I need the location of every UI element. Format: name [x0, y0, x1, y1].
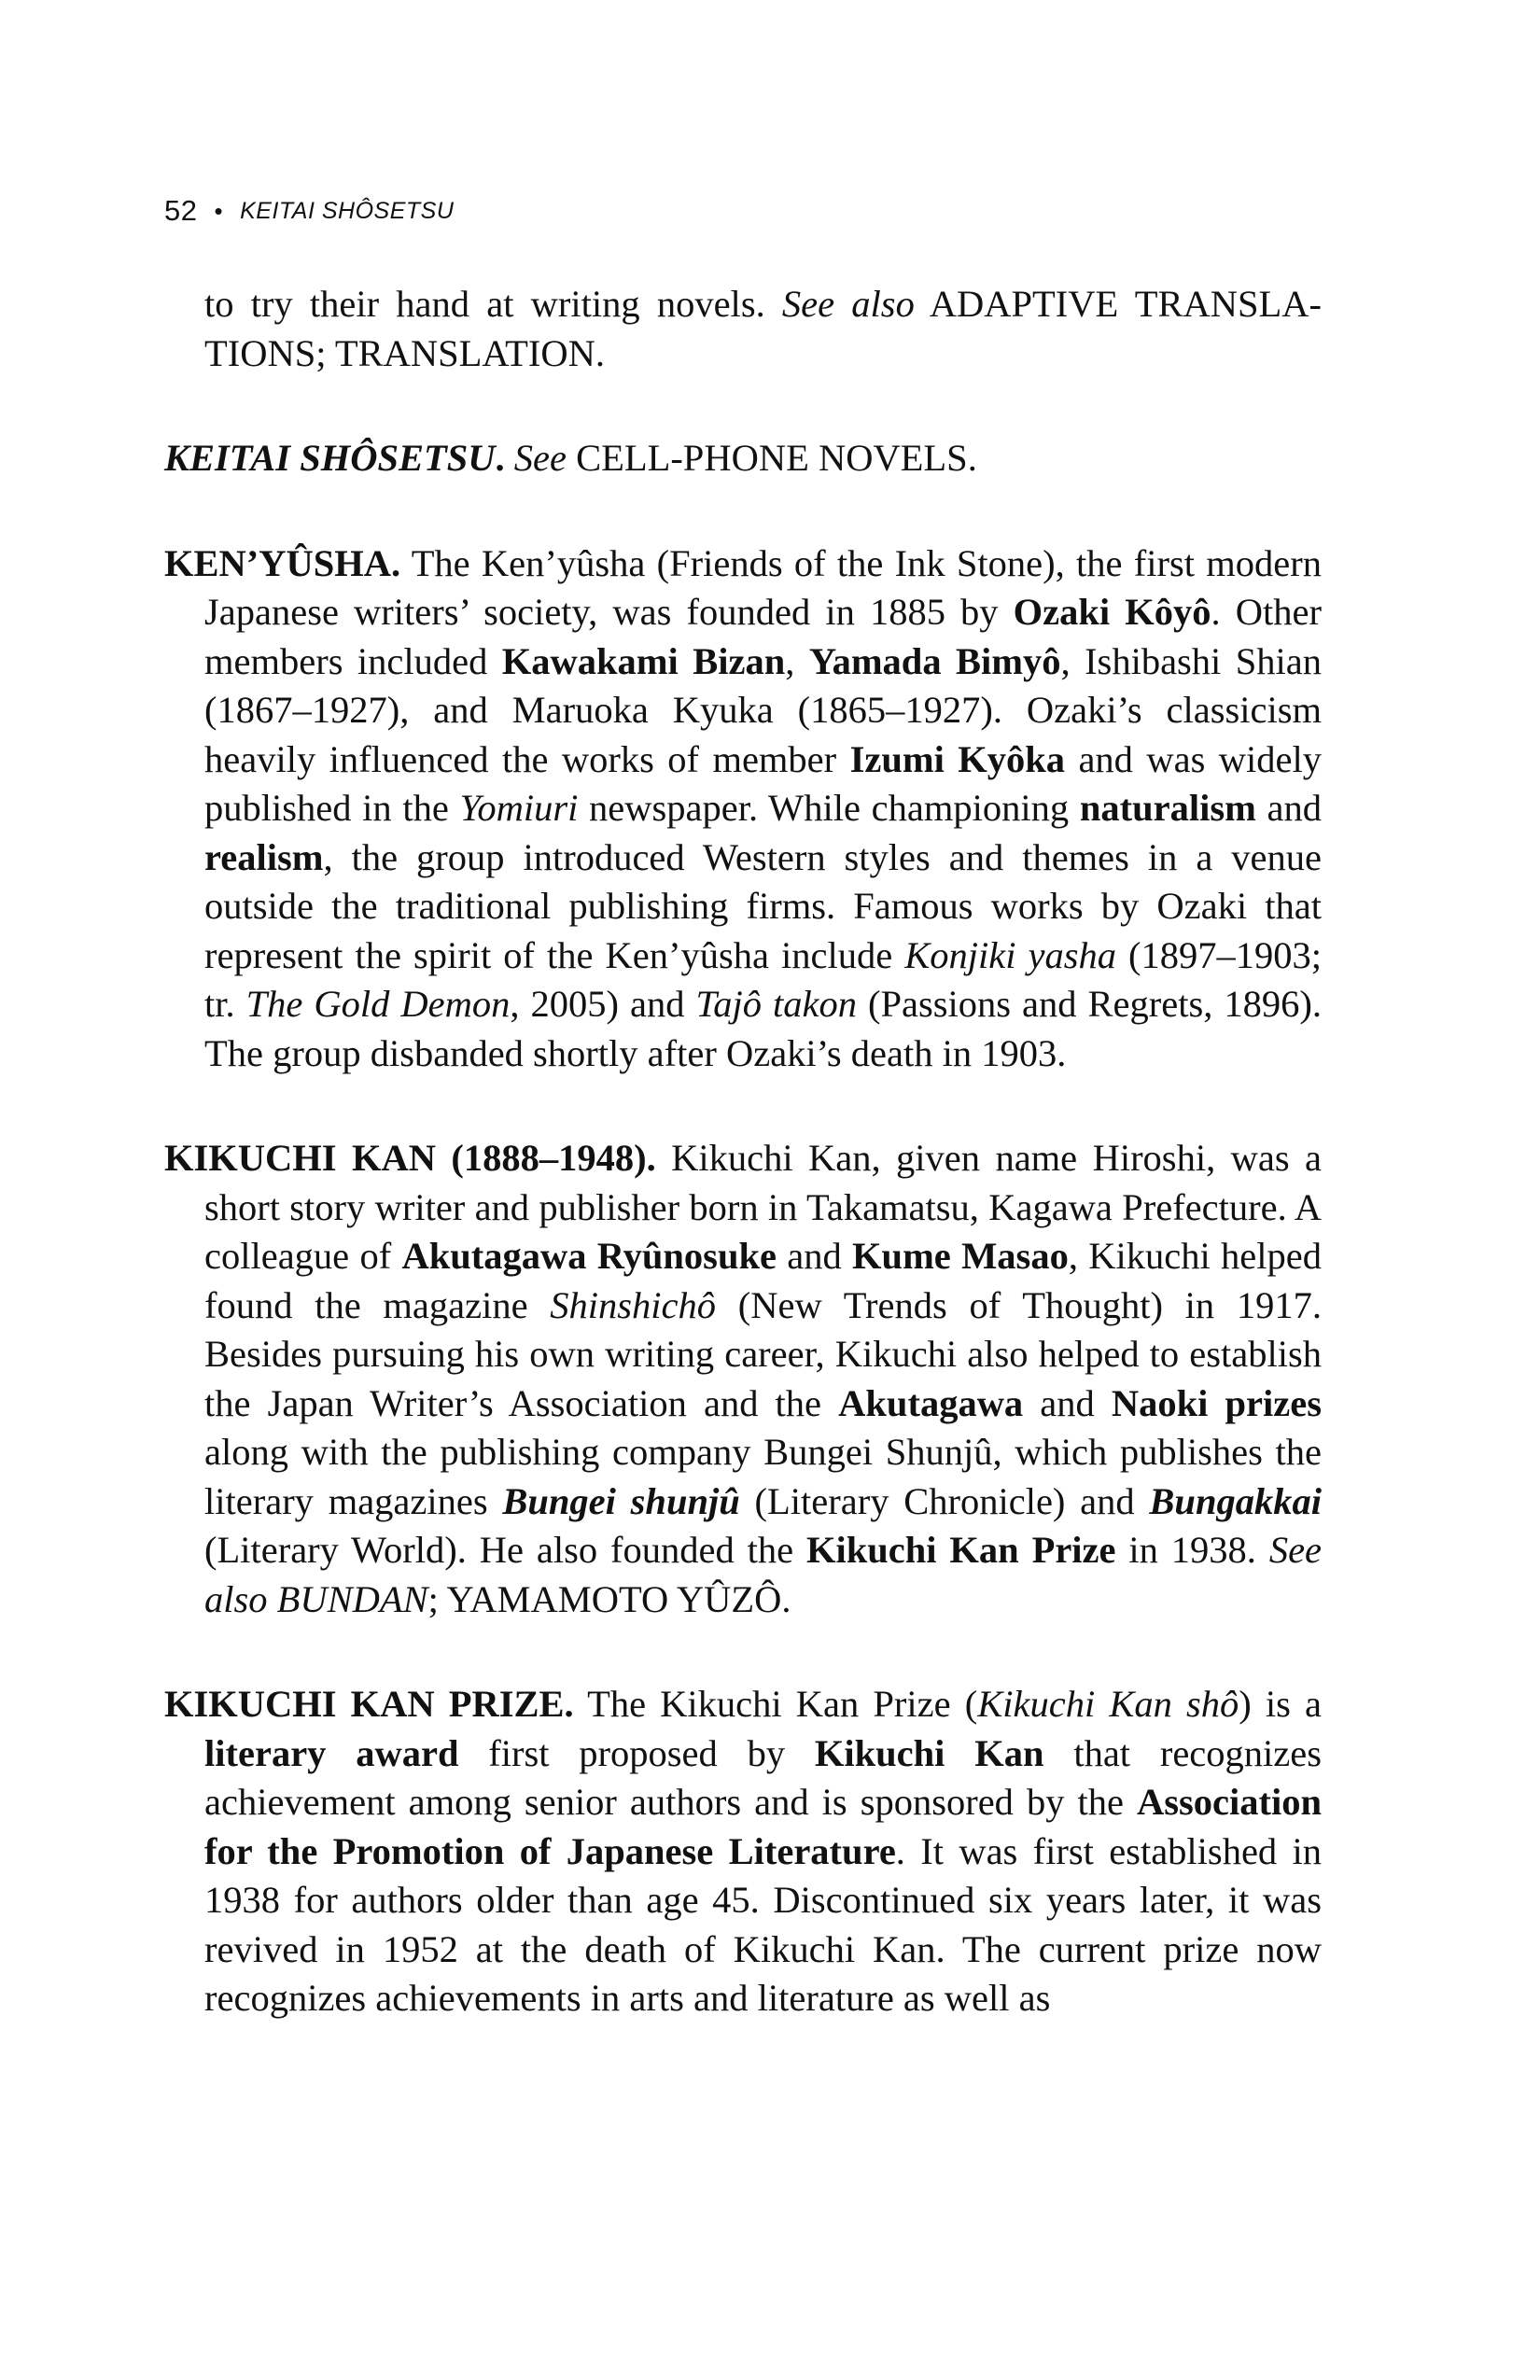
cross-reference: Association for the Promotion of Japanese Literature	[204, 1781, 1322, 1872]
see-also-label: See also	[781, 283, 915, 325]
entry-headword: KEITAI SHÔSETSU	[164, 437, 496, 479]
page-body	[164, 280, 1322, 2023]
entry-kikuchi-kan-prize: KIKUCHI KAN PRIZE. The Kikuchi Kan Prize (Kikuchi Kan shô) is a literary award first proposed by Kikuchi Kan that recognizes achievement among senior authors and is sponsored by the Association for the Promotion of Japanese Literature. It was first established in 1938 for authors older than age 45. Discontinued six years later, it was revived in 1952 at the death of Kikuchi Kan. The current prize now recognizes achievements in arts and literature as well as	[164, 1683, 1323, 2019]
cross-reference: Kikuchi Kan	[814, 1731, 1044, 1774]
work-title: Yomiuri	[459, 787, 579, 829]
cross-reference-work: Bungei shunjû	[502, 1479, 740, 1522]
work-title: Kikuchi Kan shô	[977, 1683, 1239, 1725]
cross-reference: literary award	[204, 1731, 459, 1774]
work-title: Konjiki yasha	[904, 933, 1116, 976]
entry-headword: KIKUCHI KAN (1888–1948).	[164, 1137, 656, 1179]
cross-reference: Yamada Bimyô	[808, 639, 1061, 682]
cross-reference: Kikuchi Kan Prize	[805, 1529, 1116, 1571]
see-label: See	[513, 437, 567, 479]
cross-reference: Kume Masao	[852, 1235, 1069, 1277]
work-title: The Gold Demon	[245, 983, 511, 1025]
entry-headword: KEN’YÛSHA.	[164, 541, 401, 584]
cross-reference-work: Bungakkai	[1149, 1479, 1322, 1522]
cross-reference: Kawakami Bizan	[501, 639, 786, 682]
work-title: Tajô takon	[695, 983, 858, 1025]
entry-kikuchi-kan: KIKUCHI KAN (1888–1948). Kikuchi Kan, given name Hiroshi, was a short story writer and publisher born in Takamatsu, Kagawa Prefecture. A colleague of Akutagawa Ryûnosuke and Kume Masao, Kikuchi helped found the magazine Shinshichô (New Trends of Thought) in 1917. Besides pursuing his own writing career, Kikuchi also helped to establish the Japan Writer’s Association and the Akutagawa and Naoki prizes along with the publishing company Bungei Shunjû, which publishes the literary magazines Bungei shunjû (Literary Chronicle) and Bungakkai (Literary World). He also founded the Kikuchi Kan Prize in 1938. See also BUNDAN; YAMAMOTO YÛZÔ.	[164, 1137, 1323, 1620]
entry-headword: KIKUCHI KAN PRIZE.	[164, 1683, 574, 1725]
cross-reference: Ozaki Kôyô	[1013, 591, 1211, 633]
entry-keitai-shosetsu: KEITAI SHÔSETSU. See CELL-PHONE NOVELS.	[164, 437, 977, 479]
cross-reference: Naoki prizes	[1111, 1381, 1322, 1424]
work-title: Shinshichô	[550, 1283, 717, 1326]
see-also-label: See also BUNDAN	[204, 1529, 1323, 1620]
running-title: KEITAI SHÔSETSU	[240, 197, 455, 224]
continuation-paragraph: to try their hand at writing novels. See also ADAPTIVE TRANSLATIONS; TRANSLATION.	[204, 283, 1322, 374]
cross-reference: Akutagawa	[838, 1381, 1024, 1424]
running-header	[164, 194, 454, 228]
cross-reference: Izumi Kyôka	[849, 737, 1066, 780]
cross-reference: Akutagawa Ryûnosuke	[401, 1235, 777, 1277]
bullet-separator: •	[214, 196, 224, 225]
page-number: 52	[164, 194, 198, 227]
cross-reference: naturalism	[1079, 787, 1256, 829]
cross-reference: realism	[204, 835, 324, 878]
entry-kenyusha: KEN’YÛSHA. The Ken’yûsha (Friends of the Ink Stone), the first modern Japanese writers’ society, was founded in 1885 by Ozaki Kôyô. Other members included Kawakami Bizan, Yamada Bimyô, Ishibashi Shian (1867–1927), and Maruoka Kyuka (1865–1927). Ozaki’s classicism heavily influenced the works of member Izumi Kyôka and was widely published in the Yomiuri newspaper. While championing naturalism and realism, the group introduced Western styles and themes in a venue outside the traditional publishing firms. Famous works by Ozaki that represent the spirit of the Ken’yûsha include Konjiki yasha (1897–1903; tr. The Gold Demon, 2005) and Tajô takon (Passions and Regrets, 1896). The group disbanded shortly after Ozaki’s death in 1903.	[164, 541, 1323, 1074]
